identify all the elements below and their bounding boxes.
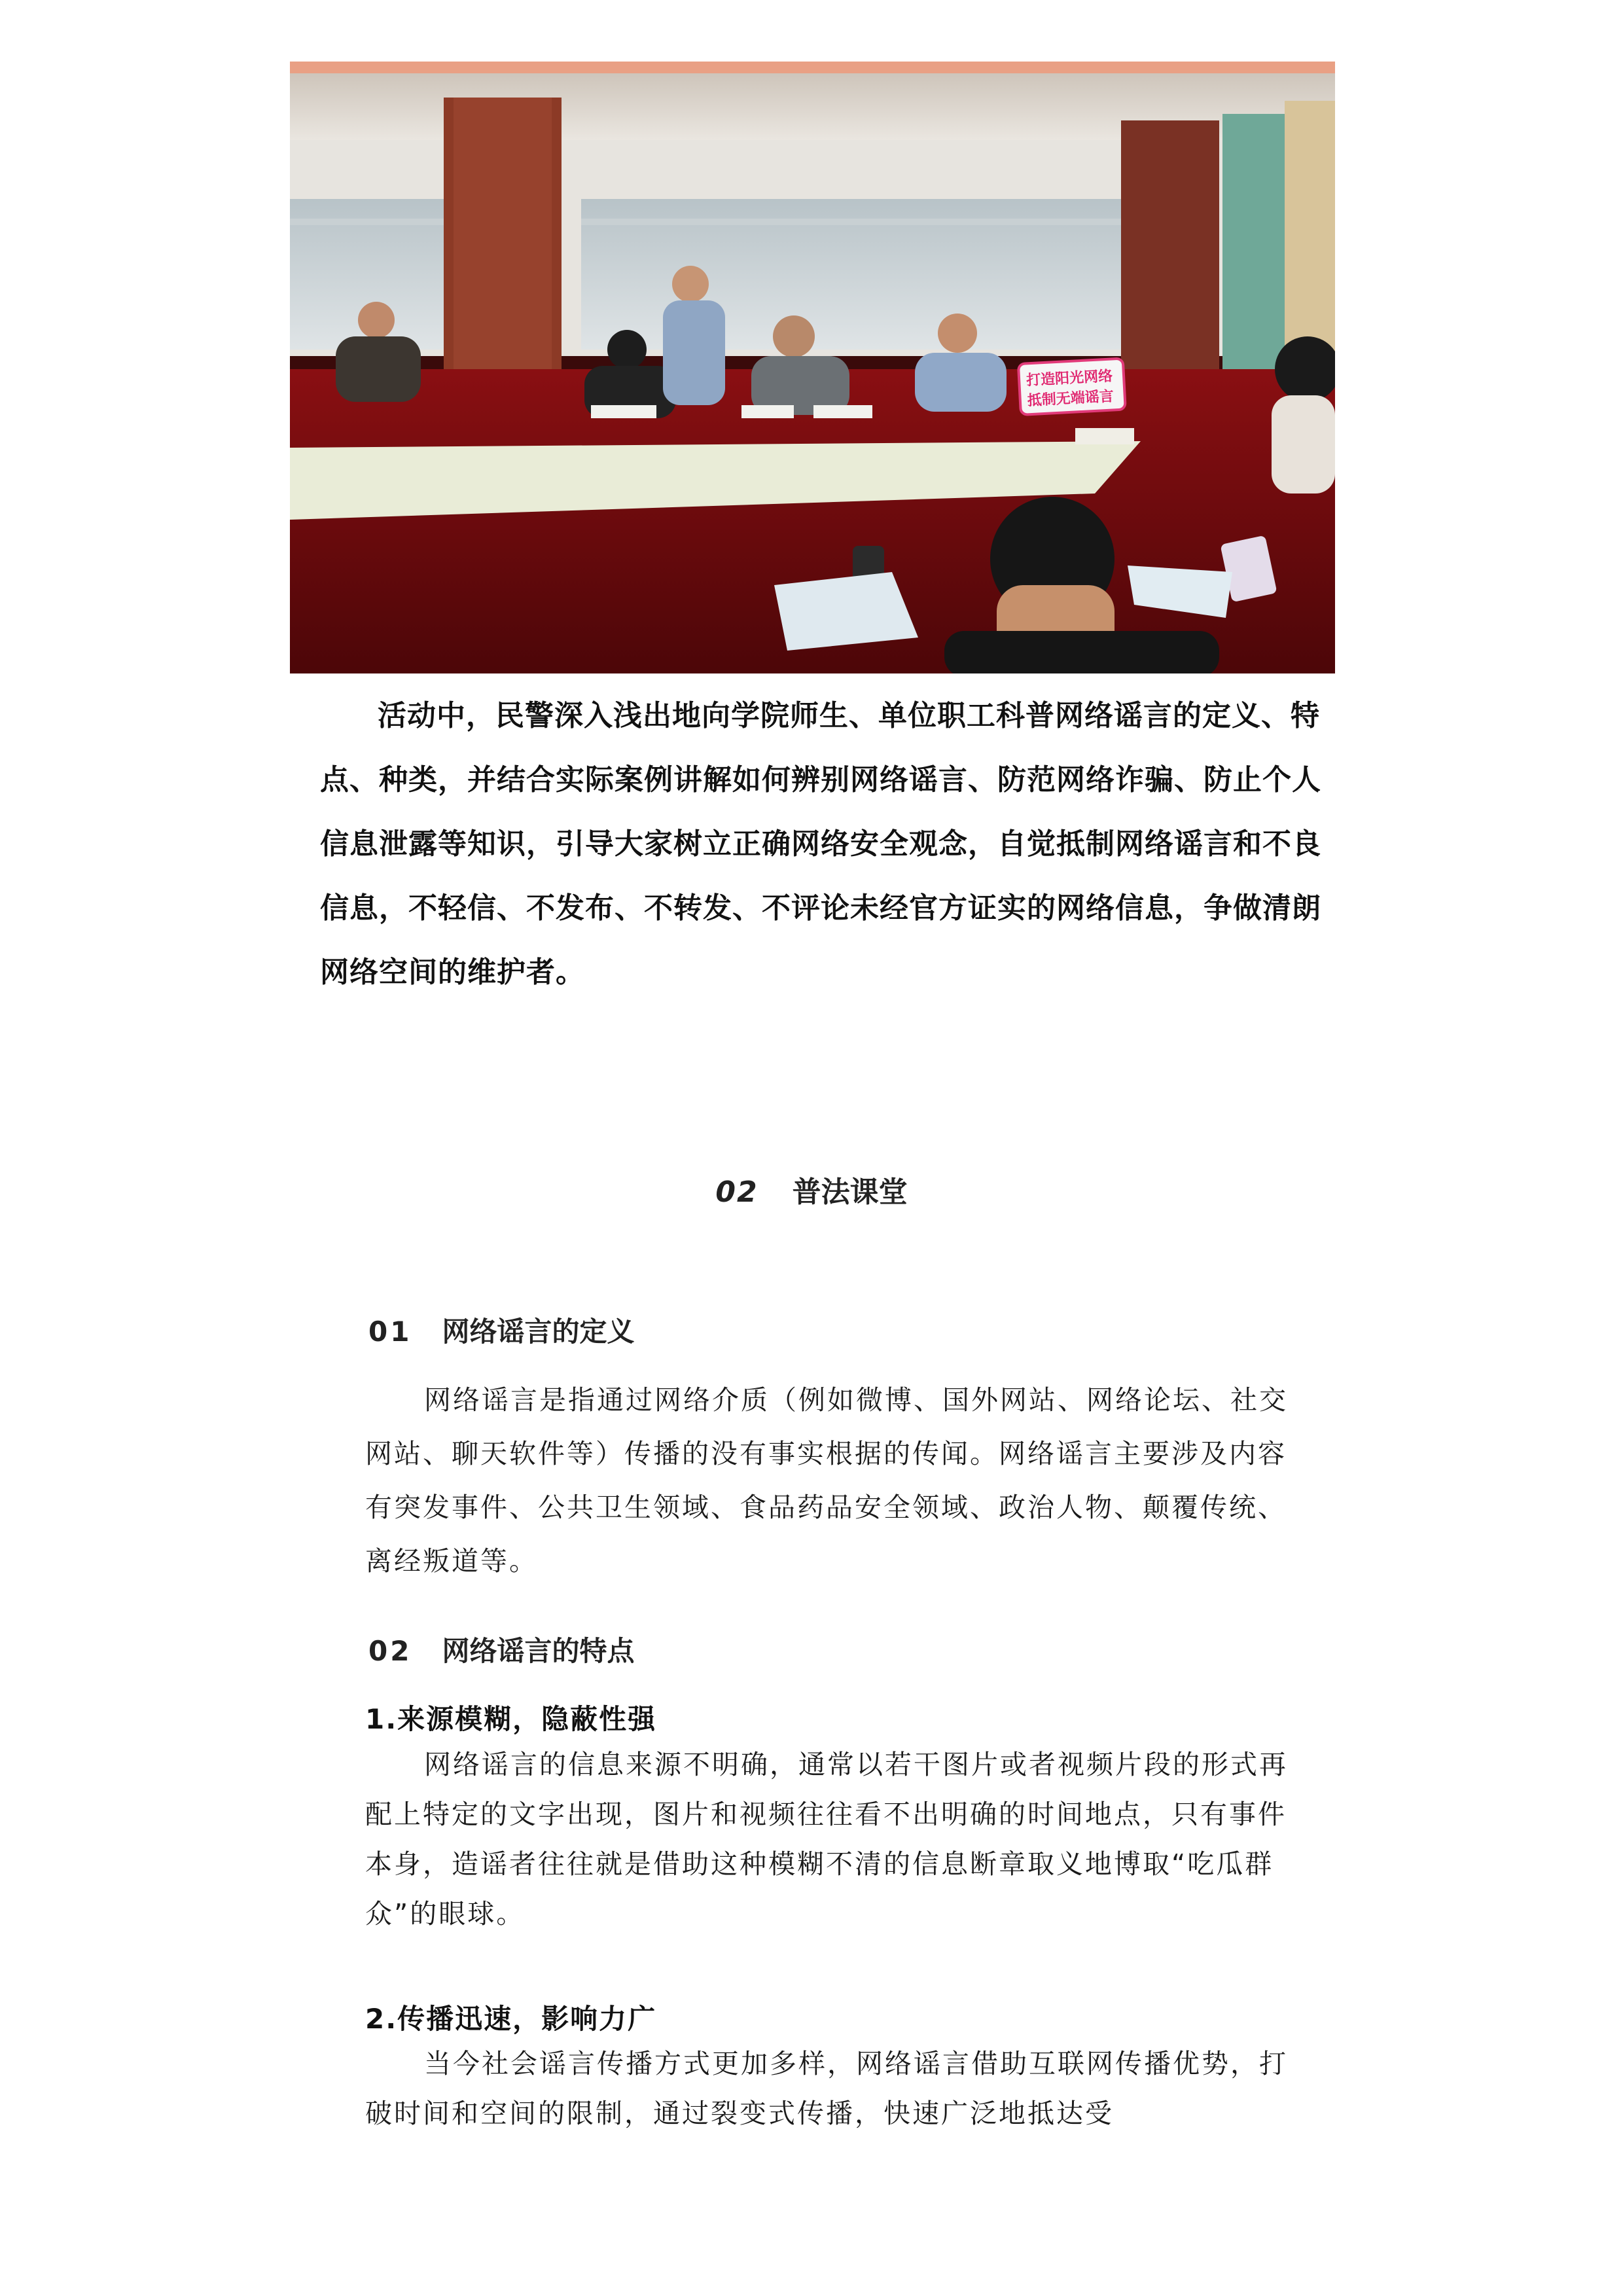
activity-photo — [290, 62, 1335, 673]
part1-heading — [368, 1310, 634, 1350]
section-title: 普法课堂 — [792, 1175, 908, 1209]
photo-illustration — [290, 62, 1335, 673]
item2-body: 当今社会谣言传播方式更加多样，网络谣言借助互联网传播优势，打破时间和空间的限制，通过裂变式传播，快速广泛地抵达受 — [365, 2048, 1288, 2129]
banner-line-1: 打造阳光网络 — [1026, 368, 1113, 389]
photo-caption: 活动中，民警深入浅出地向学院师生、单位职工科普网络谣言的定义、特点、种类，并结合实际案例讲解如何辨别网络谣言、防范网络诈骗、防止个人信息泄露等知识，引导大家树立正确网络安全观念，自觉抵制网络谣言和不良信息，不轻信、不发布、不转发、不评论未经官方证实的网络信息，争做清朗网络空间的维护者。 — [320, 699, 1321, 989]
item1-body: 网络谣言的信息来源不明确，通常以若干图片或者视频片段的形式再配上特定的文字出现，图片和视频往往看不出明确的时间地点，只有事件本身，造谣者往往就是借助这种模糊不清的信息断章取义地博取“吃瓜群众”的眼球。 — [365, 1749, 1288, 1929]
item2-title: 2.传播迅速，影响力广 — [365, 2003, 657, 2035]
part2-title: 网络谣言的特点 — [442, 1635, 635, 1667]
item1-title: 1.来源模糊，隐蔽性强 — [365, 1703, 657, 1735]
part2-heading — [368, 1630, 634, 1669]
part1-number: 01 — [368, 1316, 412, 1348]
section-heading — [0, 1168, 1623, 1210]
banner-line-2: 抵制无端谣言 — [1027, 388, 1115, 410]
part1-title: 网络谣言的定义 — [442, 1316, 635, 1348]
part2-number: 02 — [368, 1635, 412, 1667]
part1-body: 网络谣言是指通过网络介质（例如微博、国外网站、网络论坛、社交网站、聊天软件等）传播的没有事实根据的传闻。网络谣言主要涉及内容有突发事件、公共卫生领域、食品药品安全领域、政治人物、颠覆传统、离经叛道等。 — [365, 1384, 1288, 1577]
section-number: 02 — [715, 1175, 758, 1209]
